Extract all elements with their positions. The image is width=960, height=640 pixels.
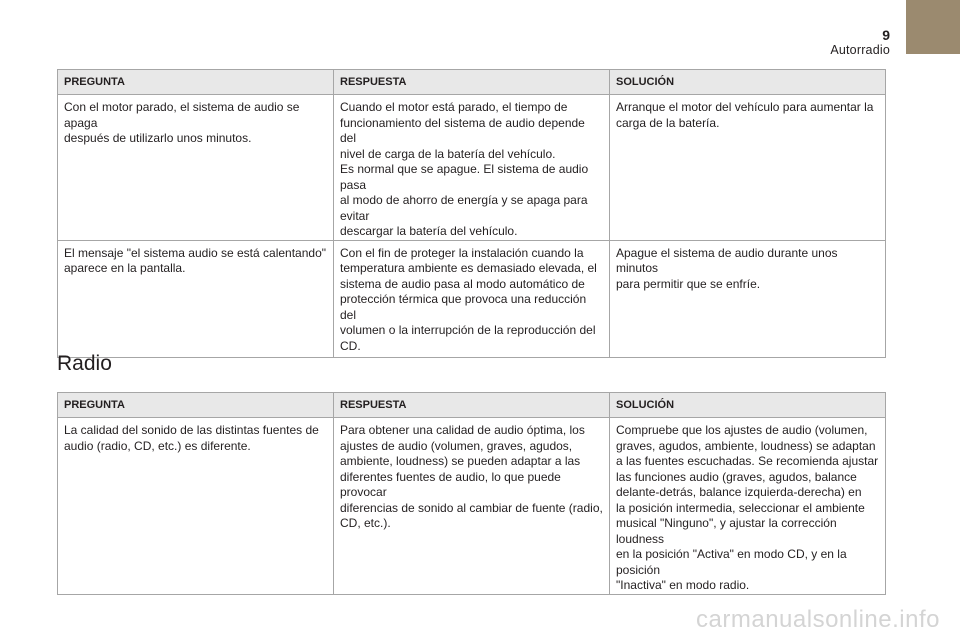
answer-cell: Con el fin de proteger la instalación cuando la temperatura ambiente es demasiado elevada, el sistema de audio pasa al modo automático de protección térmica que provoca una reducción del volumen o la interrupción de la reproducción del CD. [334,240,610,357]
solution-cell: Compruebe que los ajustes de audio (volumen, graves, agudos, ambiente, loudness) se adaptan a las fuentes escuchadas. Se recomienda ajustar las funciones audio (graves, agudos, balance delante-detrás, balance izquierda-derecha) en la posición intermedia, seleccionar el ambiente musical "Ninguno", y ajustar la corrección loudness en la posición "Activa" en modo CD, y en la posición "Inactiva" en modo radio. [610,418,886,595]
solution-cell: Apague el sistema de audio durante unos minutos para permitir que se enfríe. [610,240,886,357]
solution-cell: Arranque el motor del vehículo para aumentar la carga de la batería. [610,95,886,241]
radio-troubleshooting-table [57,392,886,595]
header-solution: SOLUCIÓN [610,393,886,418]
header-answer: RESPUESTA [334,70,610,95]
table-header-row [58,70,886,95]
chapter-tab [906,0,960,54]
question-cell: El mensaje "el sistema audio se está calentando" aparece en la pantalla. [58,240,334,357]
table-row [58,418,886,595]
table-row [58,240,886,357]
page-number: 9 [882,27,890,43]
watermark: carmanualsonline.info [696,606,940,633]
question-cell: Con el motor parado, el sistema de audio se apaga después de utilizarlo unos minutos. [58,95,334,241]
answer-cell: Cuando el motor está parado, el tiempo de funcionamiento del sistema de audio depende del nivel de carga de la batería del vehículo. Es normal que se apague. El sistema de audio pasa al modo de ahorro de energía y se apaga para evitar descargar la batería del vehículo. [334,95,610,241]
answer-cell: Para obtener una calidad de audio óptima, los ajustes de audio (volumen, graves, agudos, ambiente, loudness) se pueden adaptar a las diferentes fuentes de audio, lo que puede provocar diferencias de sonido al cambiar de fuente (radio, CD, etc.). [334,418,610,595]
section-name: Autorradio [830,43,890,57]
header-question: PREGUNTA [58,70,334,95]
section-title-radio: Radio [57,352,112,375]
table-header-row [58,393,886,418]
question-cell: La calidad del sonido de las distintas fuentes de audio (radio, CD, etc.) es diferente. [58,418,334,595]
header-answer: RESPUESTA [334,393,610,418]
header-question: PREGUNTA [58,393,334,418]
troubleshooting-table [57,69,886,358]
table-row [58,95,886,241]
header-solution: SOLUCIÓN [610,70,886,95]
